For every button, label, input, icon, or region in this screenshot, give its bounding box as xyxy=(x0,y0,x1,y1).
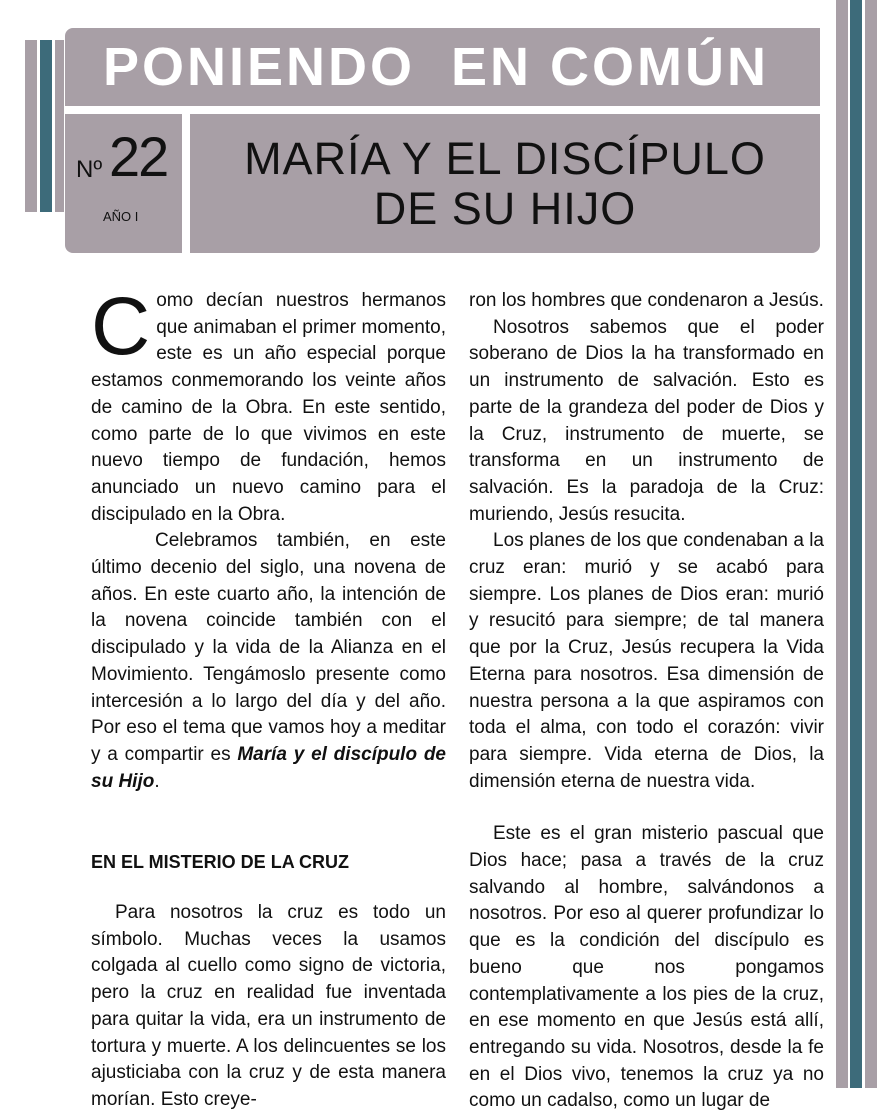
paragraph-novena xyxy=(91,528,446,795)
article-title-box xyxy=(190,114,820,253)
issue-number-label: Nº xyxy=(76,156,103,183)
series-header xyxy=(65,28,820,106)
left-gray-bar xyxy=(25,40,37,212)
issue-year: AÑO I xyxy=(103,209,139,224)
left-column xyxy=(91,281,447,1114)
left-gray-bar-2 xyxy=(55,40,64,212)
paragraph-intro-text: omo decían nuestros hermanos que animaban el primer momento, este es un año especial porque estamos conmemorando los veinte años de camino de la Obra. En este sentido, como parte de lo que vivimos en este nuevo tiempo de fundación, hemos anunciado un nuevo camino para el discipulado en la Obra. xyxy=(91,290,446,525)
right-gray-bar-2 xyxy=(865,0,877,1088)
section-heading: EN EL MISTERIO DE LA CRUZ xyxy=(91,852,350,873)
drop-cap: C xyxy=(91,281,151,372)
issue-number: 22 xyxy=(109,125,168,188)
issue-number-box xyxy=(65,114,182,253)
series-title: PONIENDO EN COMÚN xyxy=(103,37,770,97)
left-teal-bar xyxy=(40,40,52,212)
paragraph-cross-symbol: Para nosotros la cruz es todo un símbolo. Muchas veces la usamos colgada al cuello como signo de victoria, pero la cruz en realidad fue inventada para quitar la vida, era un instrumento de tortura y muerte. A los delincuentes se los ajusticiaba con la cruz y de esta manera morían. Esto creye- xyxy=(91,902,446,1110)
paragraph-paschal-mystery: Este es el gran misterio pascual que Dios hace; pasa a través de la cruz salvando al hombre, salvándonos a nosotros. Por eso al querer profundizar lo que es la condición del discípulo es bueno que nos pongamos contemplativamente a los pies de la cruz, en ese momento en que Jesús está allí, entregando su vida. Nosotros, desde la fe en el Dios vivo, tenemos la cruz ya no como un cadalso, como un lugar de xyxy=(469,823,824,1112)
paragraph-intro xyxy=(91,281,446,528)
article-title-line-2: DE SU HIJO xyxy=(373,182,637,234)
paragraph-plans: Los planes de los que condenaban a la cruz eran: murió y se acabó para siempre. Los planes de Dios eran: murió y resucitó para siempre; de tal manera que por la Cruz, Jesús recupera la Vida Eterna para nosotros. Esa dimensión de nuestra persona a la que aspiramos con toda el alma, con todo el corazón: vivir para siempre. Vida eterna de Dios, la dimensión eterna de nuestra vida. xyxy=(469,530,824,792)
article-title-line-1: MARÍA Y EL DISCÍPULO xyxy=(244,132,766,184)
right-column xyxy=(469,288,824,1115)
right-teal-bar xyxy=(850,0,862,1088)
right-gray-bar xyxy=(836,0,848,1088)
paragraph-novena-text: Celebramos también, en este último decenio del siglo, una novena de años. En este cuarto año, la intención de la novena coincide también con el discipulado y la vida de la Alianza en el Movimiento. Tengámoslo presente como intercesión a lo largo del día y del año. Por eso el tema que vamos hoy a meditar y a compartir es xyxy=(91,530,446,765)
paragraph-power-of-god: Nosotros sabemos que el poder soberano de Dios la ha transformado en un instrumento de salvación. Esto es parte de la grandeza del poder de Dios y la Cruz, instrumento de muerte, se transforma en un instrumento de salvación. Es la paradoja de la Cruz: muriendo, Jesús resucita. xyxy=(469,316,824,525)
paragraph-novena-end: . xyxy=(154,770,160,792)
theme-emphasis: María y el discípulo de su Hijo xyxy=(91,743,447,792)
paragraph-cross-symbol-continued: ron los hombres que condenaron a Jesús. xyxy=(469,290,824,311)
